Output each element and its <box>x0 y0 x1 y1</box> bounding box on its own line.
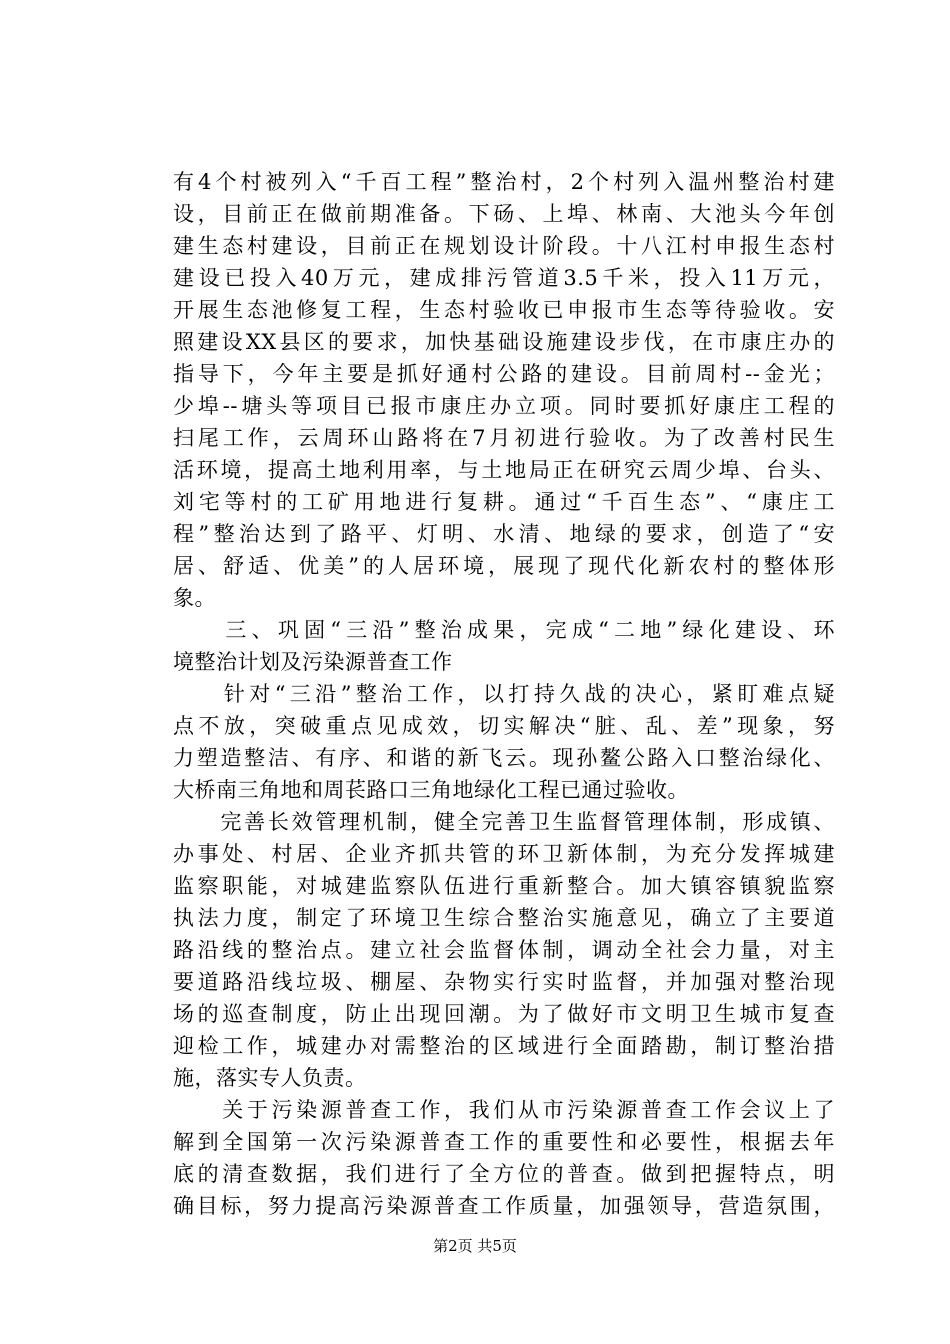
text-line: 完善长效管理机制，健全完善卫生监督管理体制，形成镇、 <box>173 810 835 834</box>
page-footer: 第2页 共5页 <box>433 1237 517 1255</box>
document-body <box>173 166 835 1222</box>
text-line: 刘宅等村的工矿用地进行复耕。通过“千百生态”、“康庄工 <box>173 490 835 514</box>
text-line: 活环境，提高土地利用率，与土地局正在研究云周少埠、台头、 <box>173 458 835 482</box>
text-line: 关于污染源普查工作，我们从市污染源普查工作会议上了 <box>173 1098 835 1122</box>
text-line: 有4个村被列入“千百工程”整治村，2个村列入温州整治村建 <box>173 170 835 194</box>
text-line: 场的巡查制度，防止出现回潮。为了做好市文明卫生城市复查 <box>173 1002 835 1026</box>
text-line: 路沿线的整治点。建立社会监督体制，调动全社会力量，对主 <box>173 938 835 962</box>
text-line: 确目标，努力提高污染源普查工作质量，加强领导，营造氛围， <box>173 1194 835 1218</box>
text-line: 监察职能，对城建监察队伍进行重新整合。加大镇容镇貌监察 <box>173 874 835 898</box>
text-line: 设，目前正在做前期准备。下砀、上埠、林南、大池头今年创 <box>173 202 835 226</box>
text-line: 三、巩固“三沿”整治成果，完成“二地”绿化建设、环 <box>173 618 835 642</box>
text-line: 大桥南三角地和周苌路口三角地绿化工程已通过验收。 <box>173 778 689 802</box>
text-line: 点不放，突破重点见成效，切实解决“脏、乱、差”现象，努 <box>173 714 835 738</box>
text-line: 执法力度，制定了环境卫生综合整治实施意见，确立了主要道 <box>173 906 835 930</box>
text-line: 力塑造整洁、有序、和谐的新飞云。现孙鳌公路入口整治绿化、 <box>173 746 835 770</box>
text-line: 针对“三沿”整治工作，以打持久战的决心，紧盯难点疑 <box>173 682 835 706</box>
text-line: 居、舒适、优美”的人居环境，展现了现代化新农村的整体形 <box>173 554 835 578</box>
text-line: 要道路沿线垃圾、棚屋、杂物实行实时监督，并加强对整治现 <box>173 970 835 994</box>
text-line: 建设已投入40万元，建成排污管道3.5千米，投入11万元， <box>173 266 835 290</box>
text-line: 照建设XX县区的要求，加快基础设施建设步伐，在市康庄办的 <box>173 330 835 354</box>
text-line: 迎检工作，城建办对需整治的区域进行全面踏勘，制订整治措 <box>173 1034 835 1058</box>
text-line: 办事处、村居、企业齐抓共管的环卫新体制，为充分发挥城建 <box>173 842 835 866</box>
text-line: 开展生态池修复工程，生态村验收已申报市生态等待验收。安 <box>173 298 835 322</box>
text-line: 指导下，今年主要是抓好通村公路的建设。目前周村--金光； <box>173 362 835 386</box>
text-line: 施，落实专人负责。 <box>173 1066 367 1090</box>
text-line: 少埠--塘头等项目已报市康庄办立项。同时要抓好康庄工程的 <box>173 394 835 418</box>
text-line: 解到全国第一次污染源普查工作的重要性和必要性，根据去年 <box>173 1130 835 1154</box>
text-line: 象。 <box>173 586 216 610</box>
text-line: 建生态村建设，目前正在规划设计阶段。十八江村申报生态村 <box>173 234 835 258</box>
text-line: 境整治计划及污染源普查工作 <box>173 650 453 674</box>
text-line: 底的清查数据，我们进行了全方位的普查。做到把握特点，明 <box>173 1162 835 1186</box>
text-line: 扫尾工作，云周环山路将在7月初进行验收。为了改善村民生 <box>173 426 835 450</box>
text-line: 程”整治达到了路平、灯明、水清、地绿的要求，创造了“安 <box>173 522 835 546</box>
